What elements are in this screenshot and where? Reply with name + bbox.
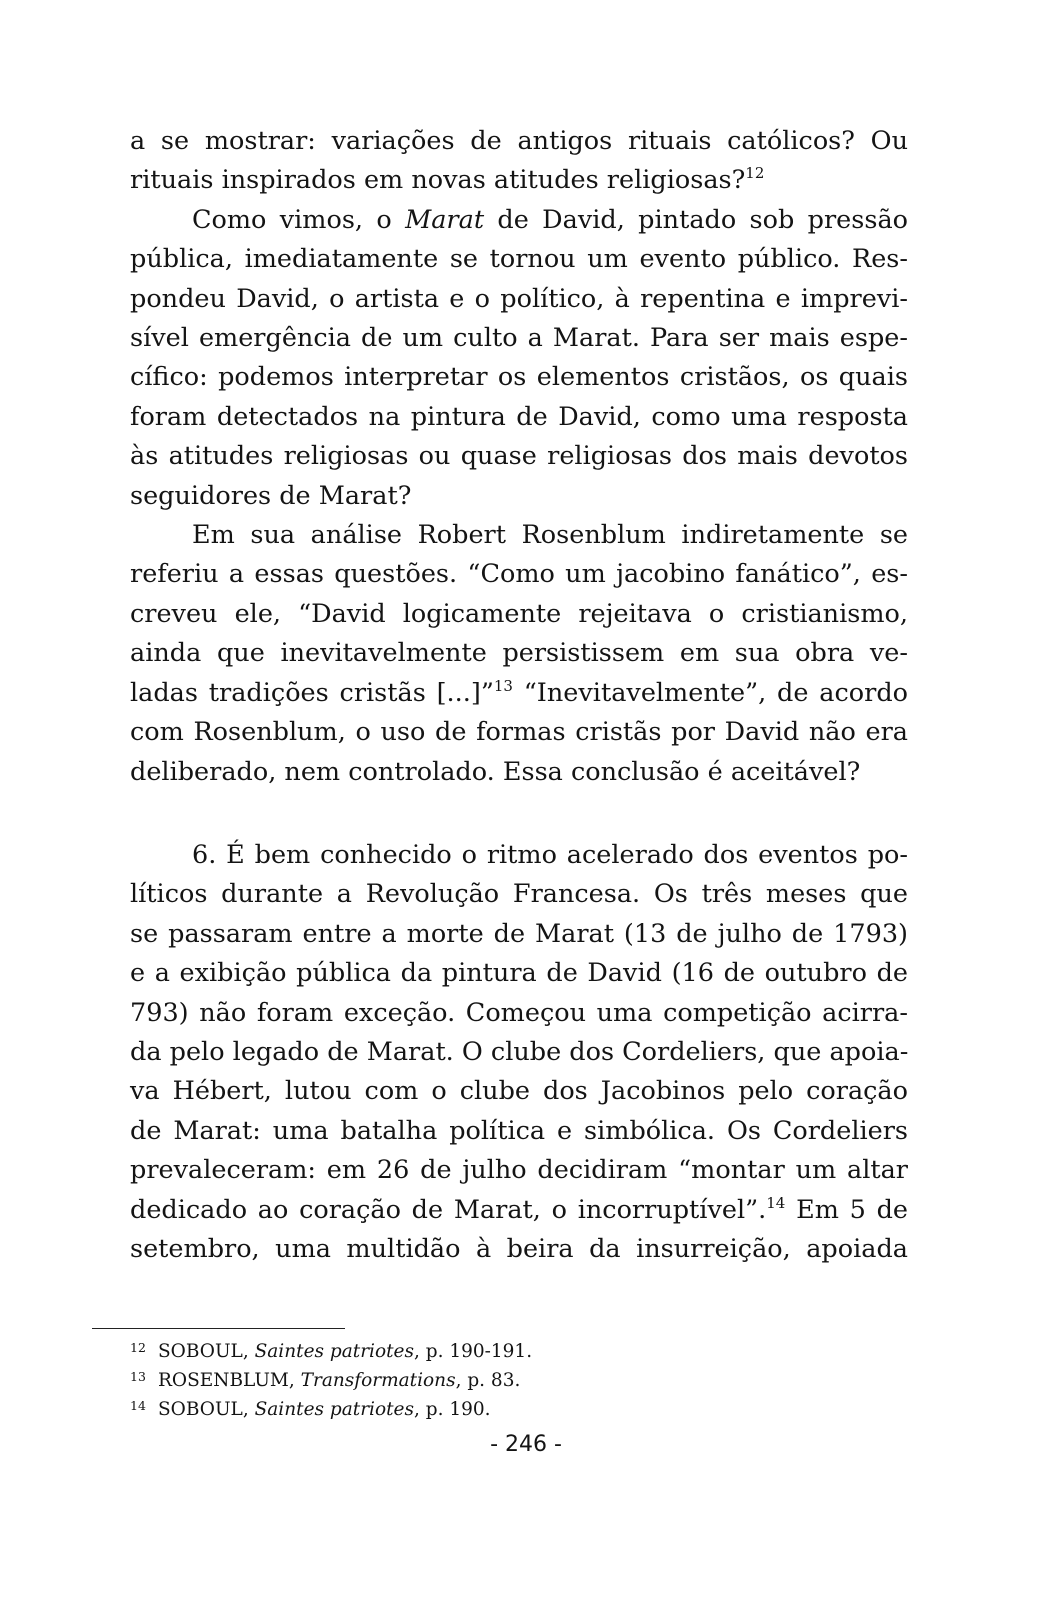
- footnote-pages: , p. 190.: [413, 1399, 491, 1420]
- page-number: - 246 -: [490, 1432, 562, 1457]
- text-run: ladas tradições cristãs [...]”: [130, 677, 494, 708]
- paragraph: [130, 836, 908, 1269]
- footnote-ref: 12: [745, 164, 765, 183]
- paragraph: [130, 201, 908, 516]
- footnote-title: Saintes patriotes: [254, 1399, 414, 1420]
- text-line: 793) não foram exceção. Começou uma competição acirra-: [130, 997, 908, 1028]
- text-run: rituais inspirados em novas atitudes religiosas?: [130, 165, 746, 196]
- footnote-author: SOBOUL,: [158, 1341, 255, 1362]
- paragraph: [130, 122, 908, 201]
- footnote: [130, 1364, 730, 1393]
- text-line: com Rosenblum, o uso de formas cristãs por David não era: [130, 717, 908, 748]
- footnote-ref: 14: [766, 1193, 786, 1212]
- text-run: dedicado ao coração de Marat, o incorruptível”.: [130, 1194, 767, 1225]
- footnote: [130, 1393, 730, 1422]
- text-line: seguidores de Marat?: [130, 480, 412, 511]
- page-body: [130, 122, 908, 1269]
- text-line: [130, 201, 908, 240]
- text-line: se passaram entre a morte de Marat (13 de julho de 1793): [130, 918, 908, 949]
- text-line: da pelo legado de Marat. O clube dos Cordeliers, que apoia-: [130, 1036, 909, 1067]
- text-line: creveu ele, “David logicamente rejeitava o cristianismo,: [130, 598, 908, 629]
- italic-title: Marat: [405, 204, 485, 235]
- paragraph: [130, 516, 908, 792]
- text-line: [130, 674, 908, 713]
- text-line: a se mostrar: variações de antigos rituais católicos? Ou: [130, 126, 908, 156]
- text-line: referiu a essas questões. “Como um jacobino fanático”, es-: [130, 559, 908, 590]
- footnotes: [130, 1335, 730, 1422]
- footnote-author: ROSENBLUM,: [158, 1370, 301, 1391]
- text-line: sível emergência de um culto a Marat. Para ser mais espe-: [130, 323, 908, 354]
- text-run: “Inevitavelmente”, de acordo: [512, 677, 908, 708]
- footnote-divider: [92, 1328, 345, 1329]
- section-gap: [130, 792, 908, 836]
- text-line: prevaleceram: em 26 de julho decidiram “montar um altar: [130, 1155, 908, 1186]
- footnote-pages: , p. 83.: [455, 1370, 521, 1391]
- footnote-ref: 13: [493, 676, 513, 695]
- text-line: 6. É bem conhecido o ritmo acelerado dos eventos po-: [192, 839, 908, 870]
- text-line: foram detectados na pintura de David, como uma resposta: [130, 401, 908, 432]
- text-line: líticos durante a Revolução Francesa. Os três meses que: [130, 879, 908, 910]
- text-line: cífico: podemos interpretar os elementos cristãos, os quais: [130, 362, 908, 393]
- text-run: de David, pintado sob pressão: [484, 204, 909, 235]
- footnote: [130, 1335, 730, 1364]
- footnote-title: Transformations: [300, 1370, 456, 1391]
- footnote-number: 13: [130, 1369, 146, 1384]
- footnote-title: Saintes patriotes: [254, 1341, 414, 1362]
- text-line: deliberado, nem controlado. Essa conclusão é aceitável?: [130, 756, 861, 787]
- text-line: de Marat: uma batalha política e simbólica. Os Cordeliers: [130, 1115, 908, 1146]
- text-line: va Hébert, lutou com o clube dos Jacobinos pelo coração: [130, 1076, 908, 1107]
- text-line: [130, 161, 908, 200]
- footnote-number: 14: [130, 1398, 146, 1413]
- text-line: ainda que inevitavelmente persistissem em sua obra ve-: [130, 638, 908, 669]
- text-line: pondeu David, o artista e o político, à repentina e imprevi-: [130, 283, 908, 314]
- text-line: e a exibição pública da pintura de David (16 de outubro de: [130, 958, 908, 989]
- text-line: [130, 1191, 908, 1230]
- text-run: Como vimos, o: [192, 204, 406, 235]
- text-line: às atitudes religiosas ou quase religiosas dos mais devotos: [130, 441, 908, 472]
- footnote-pages: , p. 190-191.: [413, 1341, 533, 1362]
- text-line: setembro, uma multidão à beira da insurreição, apoiada: [130, 1233, 908, 1264]
- text-line: pública, imediatamente se tornou um evento público. Res-: [130, 244, 908, 275]
- text-line: Em sua análise Robert Rosenblum indiretamente se: [192, 520, 908, 551]
- footnote-number: 12: [130, 1340, 146, 1355]
- footnote-author: SOBOUL,: [158, 1399, 255, 1420]
- text-run: Em 5 de: [785, 1194, 909, 1225]
